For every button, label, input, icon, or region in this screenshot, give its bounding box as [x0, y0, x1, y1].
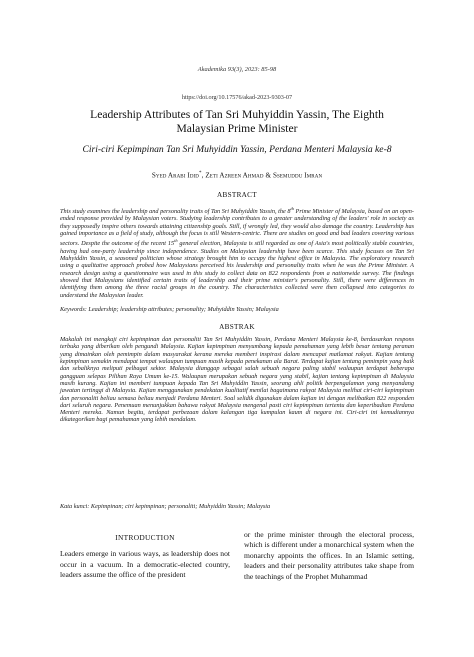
author-list — [0, 171, 474, 179]
author-separator: , — [201, 171, 206, 180]
abstract-text — [60, 205, 414, 299]
paper-title-malay: Ciri-ciri Kepimpinan Tan Sri Muhyiddin Yassin, Perdana Menteri Malaysia ke-8 — [82, 144, 392, 155]
abstract-text-part: This study examines the leadership and personality traits of Tan Sri Muhyiddin Yassin, the 8 — [60, 208, 291, 216]
body-column-right — [244, 530, 414, 582]
ordinal-suffix: th — [290, 206, 294, 211]
author-separator: & — [263, 171, 273, 180]
author-name: Ssemuddu Imran — [272, 171, 323, 180]
abstract-text-part: Prime Minister of Malaysia, based on an open-ended response provided by Malaysian voters. Studying leadership contributes to a greater understanding of the leaders' role in society as they supposedly inspire others towards attaining citizenship goals. Still, if wrongly led, they would also damage the country. Leadership has gained importance as a field of study, although the focus is still Western-centric. There are studies on good and bad leaders covering various sectors. Despite the outcome of the recent 15 — [60, 208, 414, 248]
corresponding-author-mark: * — [199, 171, 202, 176]
introduction-heading: INTRODUCTION — [115, 533, 175, 542]
body-paragraph: or the prime minister through the electoral process, which is different under a monarchical system when the monarchy appoints the offices. In an Islamic setting, leaders and their personality attributes take shape from the teachings of the Prophet Muhammad — [244, 530, 414, 581]
abstrak-text: Makalah ini mengkaji ciri kepimpinan dan personaliti Tan Sri Muhyiddin Yassin, Perdana Menteri Malaysia ke-8, berdasarkan respons terbuka yang diberikan oleh pengundi Malaysia. Kajian kepimpinan menyumbang kepada pemahaman yang lebih besar tentang peranan yang dimainkan oleh pemimpin dalam masyarakat kerana mereka memberi inspirasi dalam mencapai matlamat rakyat. Kajian tentang kepimpinan semakin mendapat tempat walaupun tumpuan masih kepada penekanan ala Barat. Terdapat kajian tentang pemimpin yang baik dan sebaliknya meliputi pelbagai sektor. Malaysia dianggap sebagai salah sebuah negara paling stabil walaupun terdapat beberapa gangguan selepas Pilihan Raya Umum ke-15. Walaupun merupakan sebuah negara yang stabil, kajian tentang kepimpinan di Malaysia masih kurang. Kajian ini memberi tumpuan kepada Tan Sri Muhyiddin Yassin, seorang ahli politik berpengalaman yang menyandang jawatan tertinggi di Malaysia. Kajian menggunakan pendekatan kualitatif menilai bagaimana rakyat Malaysia melihat ciri-ciri kepimpinan dan personaliti beliau semasa beliau menjadi Perdana Menteri. Soal selidik digunakan dalam kajian ini dengan melibatkan 822 responden dari seluruh negara. Penemuan menunjukkan bahawa rakyat Malaysia mengenal pasti ciri kepimpinan tertentu dan keperibadian Perdana Menteri mereka. Namun begitu, terdapat perbezaan dalam kalangan tiga kumpulan kaum di negara ini. Ciri-ciri ini kemudiannya dikategorikan bagi pemahaman yang lebih mendalam. — [60, 336, 414, 424]
paper-title: Leadership Attributes of Tan Sri Muhyiddin Yassin, The Eighth Malaysian Prime Minister — [90, 108, 384, 135]
author-name: Zeti Azreen Ahmad — [205, 171, 264, 180]
abstract-heading: ABSTRACT — [217, 191, 257, 199]
body-column-left — [60, 530, 230, 581]
body-paragraph: Leaders emerge in various ways, as leadership does not occur in a vacuum. In a democratic-elected country, leaders assume the office of the president — [60, 549, 230, 580]
ordinal-suffix: th — [174, 238, 178, 244]
abstract-text-part: general election, Malaysia is still regarded as one of Asia's most politically stable countries, having had one-party leadership since independence. Studies on Malaysian leadership have been scarce. This study focuses on Tan Sri Muhyiddin Yassin, a seasoned politician whose strategy brought him to occupy the highest office in Malaysia. The exploratory research using a qualitative approach probed how Malaysians perceived his leadership and personality traits when he was the Prime Minister. A research design using a questionnaire was used in this study to collect data on 822 respondents from a nationwide survey. The findings showed that Malaysians identified certain traits of leadership and their prime minister's personality. Still, there were differences in identifying them among the three racial groups in the country. The characteristics collected were then collapsed into categories to understand the Malaysian leader. — [60, 240, 414, 299]
journal-citation: Akademika 93(3), 2023: 85-98 — [197, 66, 277, 73]
keywords: Keywords: Leadership; leadership attributes; personality; Muhyiddin Yassin; Malaysia — [60, 306, 279, 313]
doi-link[interactable]: https://doi.org/10.17576/akad-2023-9303-07 — [181, 94, 293, 101]
author-name: Syed Arabi Idid — [151, 171, 200, 180]
abstrak-heading: ABSTRAK — [219, 323, 255, 331]
kata-kunci: Kata kunci: Kepimpinan; ciri kepimpinan; personaliti; Muhyiddin Yassin; Malaysia — [60, 503, 271, 510]
